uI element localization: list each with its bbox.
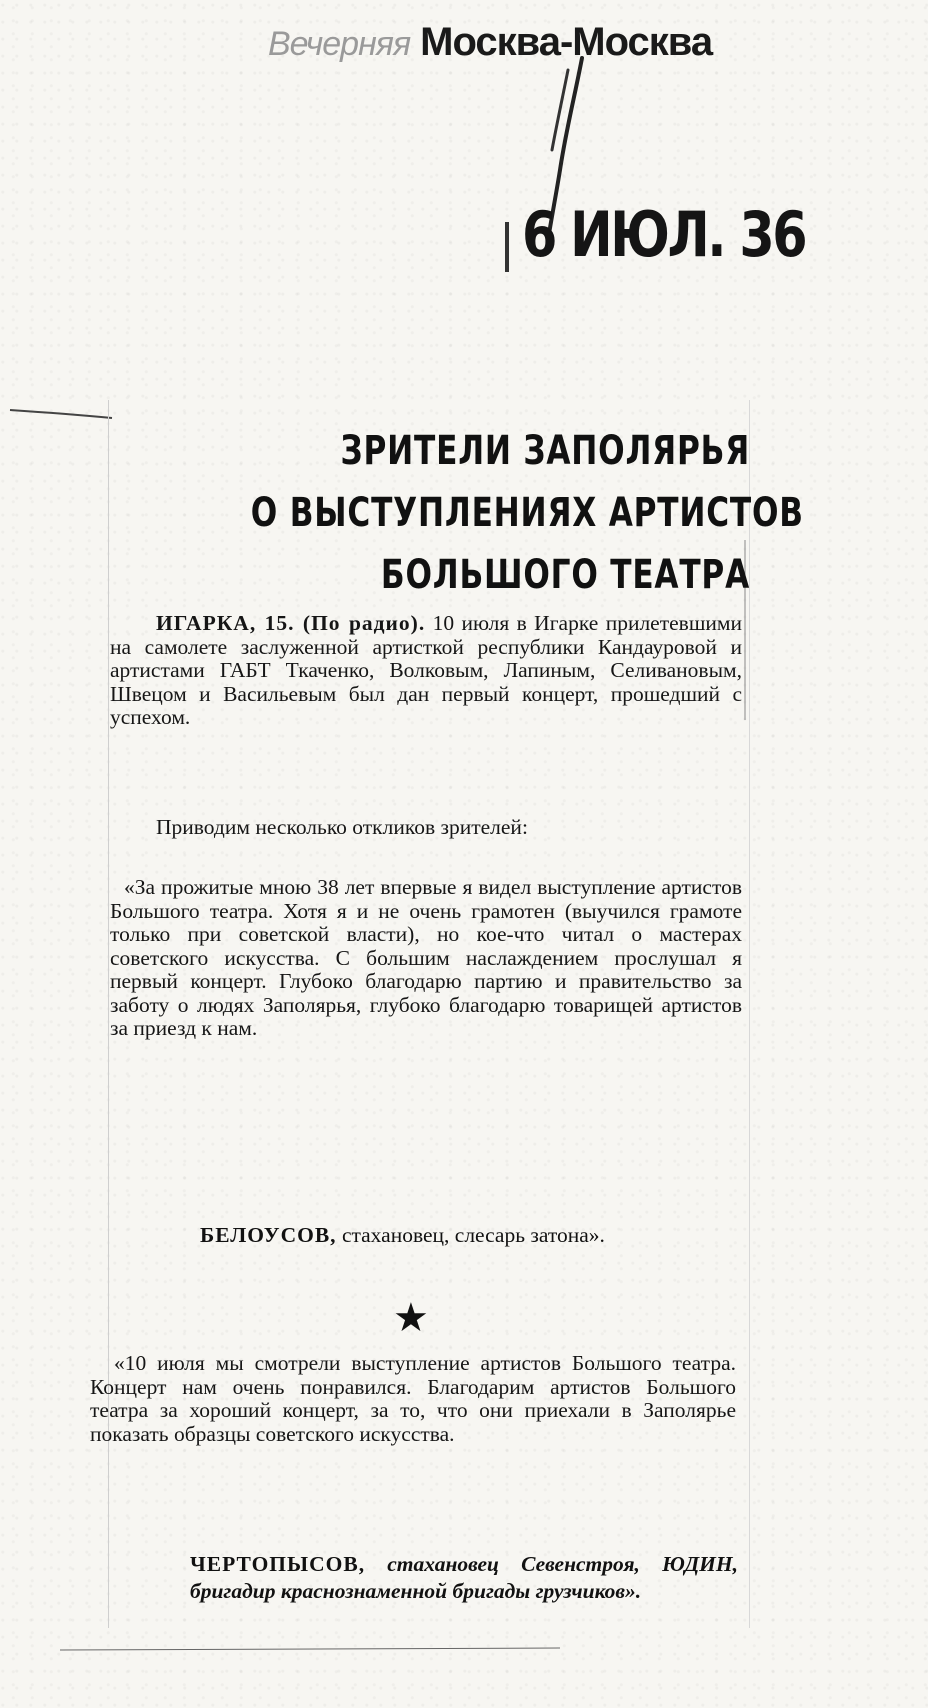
- article-dateline: ИГАРКА, 15. (По радио).: [156, 611, 426, 635]
- article-headline: [250, 420, 804, 606]
- article-paragraph-2: Приводим несколько откликов зрителей:: [156, 815, 528, 839]
- headline-line-2: О ВЫСТУПЛЕНИЯХ АРТИСТОВ: [250, 490, 804, 536]
- stamp-source-title: Москва-Москва: [420, 20, 713, 64]
- signature-1-name: БЕЛОУСОВ,: [200, 1223, 337, 1247]
- headline-line-3: БОЛЬШОГО ТЕАТРА: [380, 552, 750, 598]
- star-separator-icon: ★: [393, 1295, 429, 1340]
- quote-1-signature: [200, 1222, 736, 1248]
- signature-2-role: стахановец Севенстроя, ЮДИН, бригадир краснознаменной бригады грузчиков».: [190, 1552, 739, 1603]
- stamp-source: [268, 20, 712, 65]
- article-paragraph-1: [110, 612, 742, 730]
- stamp-source-faded: Вечерняя: [268, 25, 411, 63]
- stamp-date: 6 ИЮЛ. 36: [522, 198, 806, 271]
- signature-2-name: ЧЕРТОПЫСОВ,: [190, 1552, 366, 1576]
- quote-2-signature: [190, 1551, 738, 1605]
- article-quote-1: «За прожитые мною 38 лет впервые я видел выступление артистов Большого театра. Хотя я и не очень грамотен (выучился грамоте только при советской власти), но кое-что читал о мастерах советского искусства. С большим наслаждением прослушал я первый концерт. Глубоко благодарю партию и правительство за заботу о людях Заполярья, глубоко благодарю товарищей артистов за приезд к нам.: [110, 875, 742, 1040]
- signature-1-role: стахановец, слесарь затона».: [341, 1223, 605, 1247]
- article-quote-2: «10 июля мы смотрели выступление артистов Большого театра. Концерт нам очень понравился. Благодарим артистов Большого театра за хороший концерт, за то, что они приехали в Заполярье показать образцы советского искусства.: [90, 1351, 736, 1446]
- stamp-divider: [505, 222, 509, 272]
- article-paragraph-1-text: 10 июля в Игарке прилетевшими на самолете заслуженной артисткой республики Кандауровой и артистами ГАБТ Ткаченко, Волковым, Лапиным, Селивановым, Швецом и Васильевым был дан первый концерт, прошедший с успехом.: [110, 611, 742, 729]
- headline-line-1: ЗРИТЕЛИ ЗАПОЛЯРЬЯ: [340, 428, 750, 474]
